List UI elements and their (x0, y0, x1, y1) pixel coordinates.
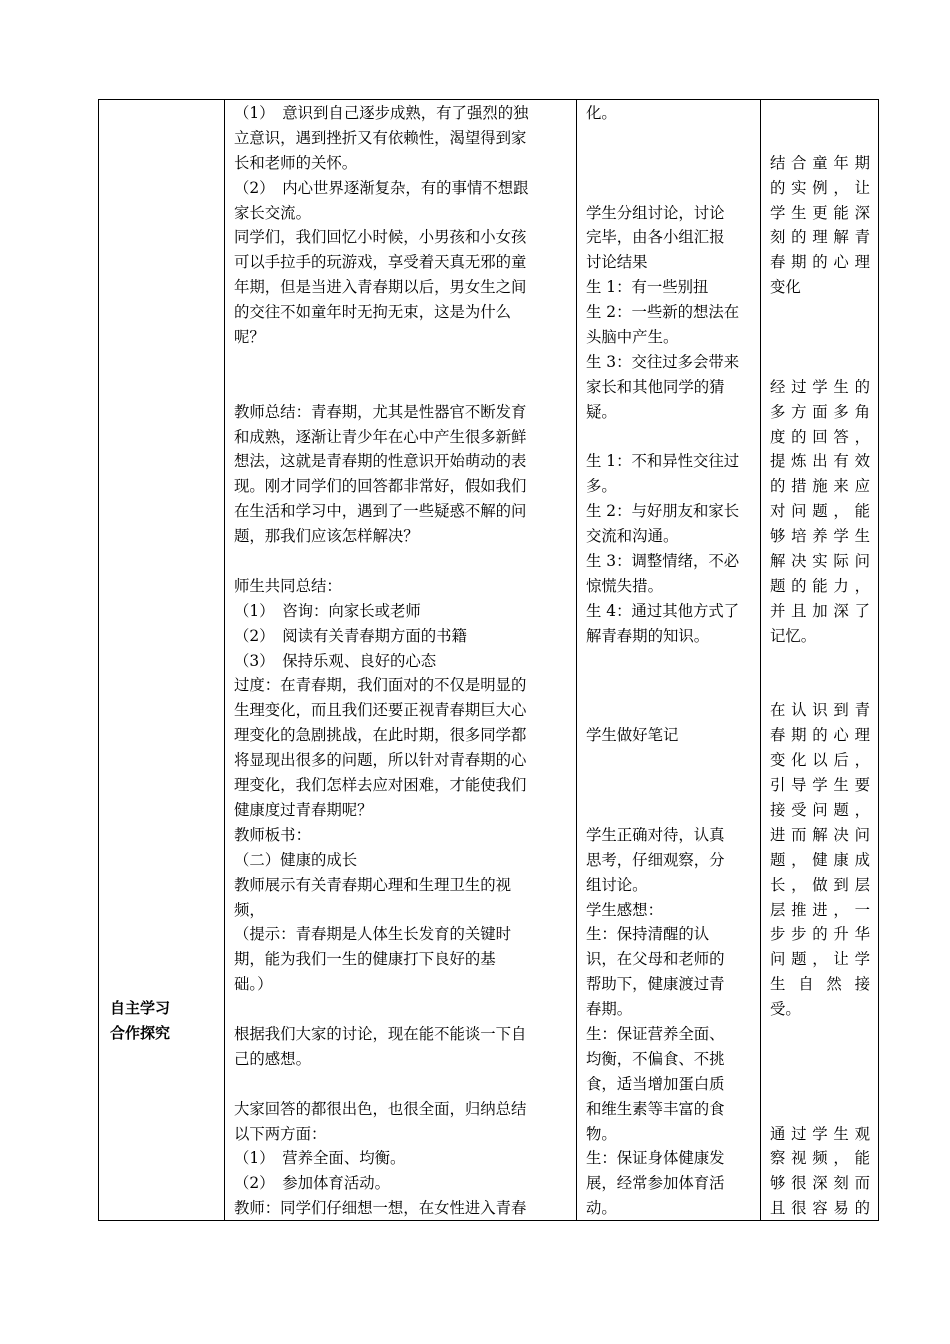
student-text-line: 物。 (586, 1124, 617, 1143)
student-text-line: 春期。 (586, 1000, 633, 1019)
student-text-line: 疑。 (586, 402, 617, 421)
teacher-text-line: （3） 保持乐观、良好的心态 (234, 651, 437, 670)
student-text-line: 识，在父母和老师的 (586, 950, 725, 969)
student-text-line: 生：保证营养全面、 (586, 1024, 725, 1043)
teacher-text-line: 理变化的急剧挑战，在此时期，很多同学都 (234, 726, 527, 745)
student-text-line: 思考，仔细观察，分 (586, 850, 725, 869)
student-text-line: 生 3：调整情绪，不必 (586, 552, 740, 571)
student-text-line: 和维生素等丰富的食 (586, 1099, 725, 1118)
intent-text-line: 进 而 解 决 问 (770, 825, 870, 844)
stage-label-line-1: 自主学习 (110, 999, 171, 1017)
student-text-line: 生 4：通过其他方式了 (586, 601, 740, 620)
intent-text-line: 变化 (770, 278, 801, 297)
intent-text-line: 提 炼 出 有 效 (770, 452, 870, 471)
intent-text-line: 长 ， 做 到 层 (770, 875, 870, 894)
teacher-text-line: （二）健康的成长 (234, 850, 358, 869)
stage-label (110, 996, 170, 1046)
teacher-text-line (234, 1072, 572, 1097)
intent-text-line (770, 1072, 870, 1097)
intent-text-line: 解 决 实 际 问 (770, 552, 870, 571)
intent-text-line (770, 1022, 870, 1047)
intent-text-line: 对 问 题 ， 能 (770, 502, 870, 521)
teacher-text-line: （1） 营养全面、均衡。 (234, 1149, 406, 1168)
table-top-border (98, 99, 879, 100)
col-border-3 (760, 99, 761, 1221)
student-text-line (586, 748, 754, 773)
intent-text-line (770, 300, 870, 325)
student-text-line: 学生做好笔记 (586, 726, 679, 745)
teacher-text-line: 想法，这就是青春期的性意识开始萌动的表 (234, 452, 527, 471)
teacher-text-line: 长和老师的关怀。 (234, 153, 358, 172)
design-intent-cell (770, 101, 870, 1221)
teacher-activity-cell (234, 101, 572, 1221)
student-text-line: 生 2：一些新的想法在 (586, 303, 740, 322)
teacher-text-line: 期，能为我们一生的健康打下良好的基 (234, 950, 496, 969)
teacher-text-line: 根据我们大家的讨论，现在能不能谈一下自 (234, 1024, 527, 1043)
student-text-line: 生：保持清醒的认 (586, 925, 710, 944)
student-text-line (586, 126, 754, 151)
student-text-line: 化。 (586, 104, 617, 122)
intent-text-line (770, 1047, 870, 1072)
intent-text-line: 经 过 学 生 的 (770, 377, 870, 396)
teacher-text-line (234, 549, 572, 574)
student-text-line (586, 698, 754, 723)
intent-text-line: 生 自 然 接 (770, 975, 870, 994)
student-text-line: 多。 (586, 477, 617, 496)
teacher-text-line: 教师板书： (234, 825, 311, 844)
intent-text-line: 记忆。 (770, 626, 817, 645)
intent-text-line: 春 期 的 心 理 (770, 253, 870, 272)
col-border-2 (576, 99, 577, 1221)
teacher-text-line: 师生共同总结： (234, 576, 342, 595)
teacher-text-line (234, 375, 572, 400)
intent-text-line: 变 化 以 后 ， (770, 751, 870, 770)
intent-text-line: 受。 (770, 1000, 801, 1019)
intent-text-line: 通 过 学 生 观 (770, 1124, 870, 1143)
stage-label-line-2: 合作探究 (110, 1024, 171, 1042)
intent-text-line: 刻 的 理 解 青 (770, 228, 870, 247)
student-text-line: 食，适当增加蛋白质 (586, 1074, 725, 1093)
col-border-right (878, 99, 879, 1221)
teacher-text-line: 的交往不如童年时无拘无束，这是为什么 (234, 303, 512, 322)
student-text-line: 组讨论。 (586, 875, 648, 894)
teacher-text-line: （2） 参加体育活动。 (234, 1174, 390, 1193)
teacher-text-line: 将显现出很多的问题，所以针对青春期的心 (234, 751, 527, 770)
intent-text-line: 多 方 面 多 角 (770, 402, 870, 421)
intent-text-line: 接 受 问 题 ， (770, 800, 870, 819)
student-text-line: 头脑中产生。 (586, 328, 679, 347)
intent-text-line (770, 673, 870, 698)
teacher-text-line: 大家回答的都很出色，也很全面，归纳总结 (234, 1099, 527, 1118)
intent-text-line: 够 很 深 刻 而 (770, 1174, 870, 1193)
teacher-text-line: 在生活和学习中，遇到了一些疑惑不解的问 (234, 502, 527, 521)
teacher-text-line (234, 997, 572, 1022)
teacher-text-line: （2） 内心世界逐渐复杂，有的事情不想跟 (234, 178, 529, 197)
intent-text-line: 层 推 进 ， 一 (770, 900, 870, 919)
student-text-line (586, 773, 754, 798)
intent-text-line: 且 很 容 易 的 (770, 1199, 870, 1218)
intent-text-line (770, 350, 870, 375)
teacher-text-line: 己的感想。 (234, 1049, 311, 1068)
teacher-text-line (234, 350, 572, 375)
intent-text-line (770, 649, 870, 674)
student-text-line: 解青春期的知识。 (586, 626, 710, 645)
student-text-line: 生 1：不和异性交往过 (586, 452, 740, 471)
teacher-text-line: 频， (234, 900, 265, 919)
teacher-text-line: 健康度过青春期呢？ (234, 800, 373, 819)
teacher-text-line: 教师：同学们仔细想一想，在女性进入青春 (234, 1199, 527, 1218)
student-text-line: 学生分组讨论，讨论 (586, 203, 725, 222)
col-border-left (98, 99, 99, 1221)
student-text-line: 均衡，不偏食、不挑 (586, 1049, 725, 1068)
teacher-text-line: 可以手拉手的玩游戏，享受着天真无邪的童 (234, 253, 527, 272)
teacher-text-line: 生理变化，而且我们还要正视青春期巨大心 (234, 701, 527, 720)
student-text-line: 学生感想： (586, 900, 663, 919)
student-activity-cell (586, 101, 754, 1221)
intent-text-line: 春 期 的 心 理 (770, 726, 870, 745)
student-text-line (586, 673, 754, 698)
student-text-line: 交流和沟通。 (586, 527, 679, 546)
teacher-text-line: 家长交流。 (234, 203, 311, 222)
teacher-text-line: 年期，但是当进入青春期以后，男女生之间 (234, 278, 527, 297)
col-border-1 (224, 99, 225, 1221)
student-text-line (586, 151, 754, 176)
intent-text-line: 的 措 施 来 应 (770, 477, 870, 496)
student-text-line: 生 1：有一些别扭 (586, 278, 709, 297)
student-text-line: 帮助下，健康渡过青 (586, 975, 725, 994)
student-text-line: 完毕，由各小组汇报 (586, 228, 725, 247)
student-text-line: 学生正确对待，认真 (586, 825, 725, 844)
student-text-line: 动。 (586, 1199, 617, 1218)
student-text-line: 生：保证身体健康发 (586, 1149, 725, 1168)
teacher-text-line: 立意识，遇到挫折又有依赖性，渴望得到家 (234, 128, 527, 147)
teacher-text-line: （2） 阅读有关青春期方面的书籍 (234, 626, 467, 645)
intent-text-line (770, 325, 870, 350)
teacher-text-line: 教师总结：青春期，尤其是性器官不断发育 (234, 402, 527, 421)
intent-text-line (770, 101, 870, 126)
intent-text-line (770, 1097, 870, 1122)
teacher-text-line: （1） 咨询：向家长或老师 (234, 601, 421, 620)
intent-text-line: 题 的 能 力 ， (770, 576, 870, 595)
teacher-text-line: 现。刚才同学们的回答都非常好，假如我们 (234, 477, 527, 496)
teacher-text-line: （1） 意识到自己逐步成熟，有了强烈的独 (234, 104, 529, 122)
teacher-text-line: 础。） (234, 975, 273, 994)
intent-text-line: 度 的 回 答 ， (770, 427, 870, 446)
intent-text-line: 题 ， 健 康 成 (770, 850, 870, 869)
intent-text-line: 察 视 频 ， 能 (770, 1149, 870, 1168)
intent-text-line: 的 实 例 ， 让 (770, 178, 870, 197)
intent-text-line: 够 培 养 学 生 (770, 527, 870, 546)
intent-text-line: 步 步 的 升 华 (770, 925, 870, 944)
teacher-text-line: 同学们，我们回忆小时候，小男孩和小女孩 (234, 228, 527, 247)
intent-text-line: 结 合 童 年 期 (770, 153, 870, 172)
student-text-line: 讨论结果 (586, 253, 648, 272)
teacher-text-line: 教师展示有关青春期心理和生理卫生的视 (234, 875, 512, 894)
teacher-text-line: 题，那我们应该怎样解决？ (234, 527, 419, 546)
intent-text-line: 在 认 识 到 青 (770, 701, 870, 720)
intent-text-line: 学 生 更 能 深 (770, 203, 870, 222)
intent-text-line (770, 126, 870, 151)
intent-text-line: 问 题 ， 让 学 (770, 950, 870, 969)
student-text-line: 家长和其他同学的猜 (586, 377, 725, 396)
student-text-line (586, 798, 754, 823)
student-text-line: 生 2：与好朋友和家长 (586, 502, 740, 521)
student-text-line: 展，经常参加体育活 (586, 1174, 725, 1193)
student-text-line: 惊慌失措。 (586, 576, 663, 595)
teacher-text-line: 和成熟，逐渐让青少年在心中产生很多新鲜 (234, 427, 527, 446)
intent-text-line: 引 导 学 生 要 (770, 776, 870, 795)
student-text-line (586, 649, 754, 674)
intent-text-line: 并 且 加 深 了 (770, 601, 870, 620)
student-text-line (586, 425, 754, 450)
teacher-text-line: 呢？ (234, 328, 265, 347)
student-text-line (586, 176, 754, 201)
teacher-text-line: 以下两方面： (234, 1124, 327, 1143)
teacher-text-line: 过度：在青春期，我们面对的不仅是明显的 (234, 676, 527, 695)
teacher-text-line: 理变化，我们怎样去应对困难，才能使我们 (234, 776, 527, 795)
student-text-line: 生 3：交往过多会带来 (586, 352, 740, 371)
teacher-text-line: （提示：青春期是人体生长发育的关键时 (234, 925, 512, 944)
